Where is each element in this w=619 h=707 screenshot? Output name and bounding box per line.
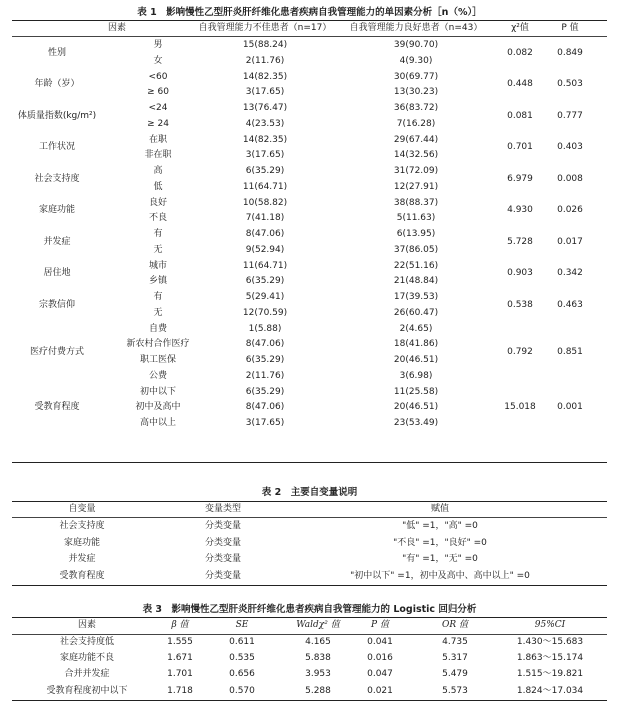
good-value: 13(30.23): [393, 87, 439, 98]
level-label: 初中以下: [139, 386, 176, 397]
table3-beta: 1.701: [167, 669, 193, 680]
level-label: 无: [153, 307, 163, 318]
poor-value: 3(17.65): [245, 150, 285, 161]
table3-header-factor: 因素: [77, 620, 96, 630]
table2-var: 受教育程度: [59, 570, 105, 581]
good-value: 21(48.84): [393, 276, 439, 287]
table3-caption: 表 3 影响慢性乙型肝炎肝纤维化患者疾病自我管理能力的 Logistic 回归分析: [142, 604, 477, 615]
level-label: 高: [153, 166, 163, 176]
good-value: 36(83.72): [393, 103, 439, 113]
table2-bottom-rule: [12, 585, 607, 586]
factor-label: 社会支持度: [34, 173, 80, 184]
factor-label: 医疗付费方式: [29, 347, 84, 357]
level-label: 初中及高中: [135, 402, 181, 413]
table3-factor: 合并并发症: [64, 669, 110, 680]
poor-value: 5(29.41): [245, 292, 285, 302]
poor-value: 6(35.29): [245, 386, 285, 397]
table3-factor: 社会支持度低: [59, 637, 114, 647]
table1-header-p: P 值: [561, 23, 579, 33]
table2-caption: 表 2 主要自变量说明: [261, 487, 358, 498]
table1-caption: 表 1 影响慢性乙型肝炎肝纤维化患者疾病自我管理能力的单因素分析［n（%）］: [137, 7, 482, 18]
table3-or: 4.735: [442, 637, 468, 647]
chi-value: 4.930: [507, 205, 533, 216]
p-value: 0.342: [557, 268, 583, 279]
poor-value: 7(41.18): [245, 213, 285, 224]
level-label: ≥ 24: [147, 118, 169, 129]
table3-ci: 1.430～15.683: [516, 637, 584, 647]
good-value: 2(4.65): [399, 323, 433, 334]
factor-label: 宗教信仰: [38, 299, 75, 310]
table2-type: 分类变量: [205, 521, 242, 531]
p-value: 0.463: [557, 299, 583, 310]
good-value: 3(6.98): [399, 370, 433, 381]
table2-assign: "低" =1，"高" =0: [402, 521, 478, 531]
table3-factor: 家庭功能不良: [59, 653, 114, 664]
poor-value: 3(17.65): [245, 87, 285, 98]
chi-value: 6.979: [507, 173, 533, 184]
table3-or: 5.317: [442, 653, 468, 664]
table2-header-rule: [12, 517, 607, 518]
chi-value: 0.903: [507, 268, 533, 279]
table3-bottom-rule: [12, 700, 607, 701]
chi-value: 0.448: [507, 79, 533, 90]
poor-value: 6(35.29): [245, 276, 285, 287]
table3-p: 0.016: [367, 653, 393, 664]
good-value: 30(69.77): [393, 71, 439, 82]
table3-se: 0.535: [229, 653, 255, 664]
good-value: 14(32.56): [393, 150, 439, 161]
table3-ci: 1.515～19.821: [516, 669, 584, 680]
table1-bottom-rule: [12, 462, 607, 463]
level-label: 有: [153, 229, 163, 239]
level-label: 城市: [148, 260, 167, 271]
good-value: 31(72.09): [393, 166, 439, 176]
poor-value: 9(52.94): [245, 244, 285, 255]
table1-header-good: 自我管理能力良好患者（n=43）: [349, 23, 483, 33]
table3-header-beta: β 值: [171, 620, 189, 630]
good-value: 20(46.51): [393, 355, 439, 365]
table3-p: 0.041: [367, 637, 393, 647]
table3-p: 0.047: [367, 669, 393, 680]
p-value: 0.777: [557, 110, 583, 121]
table1-header-factor: 因素: [107, 23, 126, 33]
good-value: 29(67.44): [393, 134, 439, 145]
factor-label: 居住地: [43, 268, 71, 279]
level-label: 在职: [148, 134, 167, 145]
poor-value: 8(47.06): [245, 339, 285, 350]
good-value: 39(90.70): [393, 40, 439, 50]
poor-value: 1(5.88): [248, 323, 282, 334]
poor-value: 8(47.06): [245, 229, 285, 239]
table2-assign: "初中以下" =1，初中及高中、高中以上" =0: [350, 570, 530, 581]
table3-se: 0.656: [229, 669, 255, 680]
poor-value: 6(35.29): [245, 355, 285, 365]
factor-label: 工作状况: [38, 142, 75, 153]
chi-value: 0.538: [507, 299, 533, 310]
table3-wald: 3.953: [305, 669, 331, 680]
level-label: 无: [153, 244, 163, 255]
level-label: 不良: [148, 213, 167, 224]
p-value: 0.503: [557, 79, 583, 90]
table3-or: 5.573: [442, 685, 468, 696]
level-label: 男: [153, 40, 163, 50]
p-value: 0.017: [557, 236, 583, 247]
poor-value: 10(58.82): [242, 197, 288, 208]
level-label: 新农村合作医疗: [126, 339, 190, 350]
poor-value: 15(88.24): [242, 40, 288, 50]
table3-ci: 1.824～17.034: [516, 685, 584, 696]
factor-label: 性别: [47, 47, 66, 58]
level-label: <24: [148, 103, 168, 113]
good-value: 38(88.37): [393, 197, 439, 208]
good-value: 22(51.16): [393, 260, 439, 271]
level-label: 乡镇: [148, 276, 167, 287]
table2-header-type: 变量类型: [205, 504, 242, 514]
factor-label: 年龄（岁）: [34, 79, 80, 90]
p-value: 0.851: [557, 347, 583, 357]
good-value: 5(11.63): [396, 213, 436, 224]
table1-header-poor: 自我管理能力不佳患者（n=17）: [198, 23, 332, 33]
factor-label: 受教育程度: [34, 402, 80, 413]
table2-var: 家庭功能: [63, 537, 100, 548]
chi-value: 0.082: [507, 47, 533, 58]
poor-value: 14(82.35): [242, 134, 288, 145]
level-label: <60: [148, 71, 168, 82]
good-value: 11(25.58): [393, 386, 439, 397]
poor-value: 6(35.29): [245, 166, 285, 176]
level-label: 有: [153, 292, 163, 302]
level-label: 良好: [148, 197, 167, 208]
level-label: 低: [153, 181, 163, 192]
table3-se: 0.570: [229, 685, 255, 696]
poor-value: 3(17.65): [245, 418, 285, 428]
p-value: 0.403: [557, 142, 583, 153]
table2-type: 分类变量: [205, 570, 242, 581]
good-value: 18(41.86): [393, 339, 439, 350]
chi-value: 0.792: [507, 347, 533, 357]
poor-value: 11(64.71): [242, 260, 288, 271]
poor-value: 2(11.76): [245, 370, 285, 381]
table1-header-chi: χ²值: [511, 23, 529, 33]
table3-or: 5.479: [442, 669, 468, 680]
table2-type: 分类变量: [205, 537, 242, 548]
poor-value: 12(70.59): [242, 307, 288, 318]
level-label: ≥ 60: [147, 87, 169, 98]
table3-beta: 1.671: [167, 653, 193, 664]
level-label: 高中以上: [139, 418, 176, 428]
table2-header-assign: 赋值: [430, 504, 449, 514]
level-label: 非在职: [144, 150, 172, 161]
poor-value: 2(11.76): [245, 55, 285, 66]
table3-wald: 4.165: [305, 637, 331, 647]
p-value: 0.001: [557, 402, 583, 413]
good-value: 17(39.53): [393, 292, 439, 302]
p-value: 0.008: [557, 173, 583, 184]
level-label: 自费: [148, 323, 167, 334]
table1-header-rule: [12, 36, 607, 37]
table3-header-p: P 值: [371, 620, 389, 630]
table3-wald: 5.838: [305, 653, 331, 664]
level-label: 职工医保: [139, 355, 176, 365]
p-value: 0.026: [557, 205, 583, 216]
table2-type: 分类变量: [205, 554, 242, 564]
p-value: 0.849: [557, 47, 583, 58]
table2-assign: "不良" =1，"良好" =0: [393, 537, 487, 548]
factor-label: 家庭功能: [38, 205, 75, 216]
table3-p: 0.021: [367, 685, 393, 696]
good-value: 26(60.47): [393, 307, 439, 318]
table3-factor: 受教育程度初中以下: [46, 685, 128, 696]
table2-var: 社会支持度: [59, 521, 105, 531]
poor-value: 11(64.71): [242, 181, 288, 192]
chi-value: 0.701: [507, 142, 533, 153]
poor-value: 13(76.47): [242, 103, 288, 113]
table3-wald: 5.288: [305, 685, 331, 696]
poor-value: 4(23.53): [245, 118, 285, 129]
table3-header-wald: Waldχ² 值: [296, 620, 340, 630]
table3-ci: 1.863～15.174: [516, 653, 584, 664]
table2-var: 并发症: [68, 554, 96, 564]
good-value: 23(53.49): [393, 418, 439, 428]
poor-value: 8(47.06): [245, 402, 285, 413]
good-value: 12(27.91): [393, 181, 439, 192]
good-value: 20(46.51): [393, 402, 439, 413]
chi-value: 5.728: [507, 236, 533, 247]
poor-value: 14(82.35): [242, 71, 288, 82]
factor-label: 体质量指数(kg/m²): [17, 110, 97, 121]
table3-header-ci: 95%CI: [534, 620, 566, 630]
level-label: 公费: [148, 370, 167, 381]
table3-header-se: SE: [235, 620, 249, 630]
table2-header-var: 自变量: [68, 504, 96, 514]
good-value: 6(13.95): [396, 229, 436, 239]
table3-beta: 1.555: [167, 637, 193, 647]
good-value: 7(16.28): [396, 118, 436, 129]
table2-assign: "有" =1，"无" =0: [402, 554, 478, 564]
factor-label: 并发症: [43, 236, 71, 247]
chi-value: 15.018: [504, 402, 536, 413]
table3-beta: 1.718: [167, 685, 193, 696]
level-label: 女: [153, 55, 163, 66]
table3-se: 0.611: [229, 637, 255, 647]
good-value: 37(86.05): [393, 244, 439, 255]
chi-value: 0.081: [507, 110, 533, 121]
good-value: 4(9.30): [399, 55, 433, 66]
table3-header-or: OR 值: [441, 620, 469, 630]
